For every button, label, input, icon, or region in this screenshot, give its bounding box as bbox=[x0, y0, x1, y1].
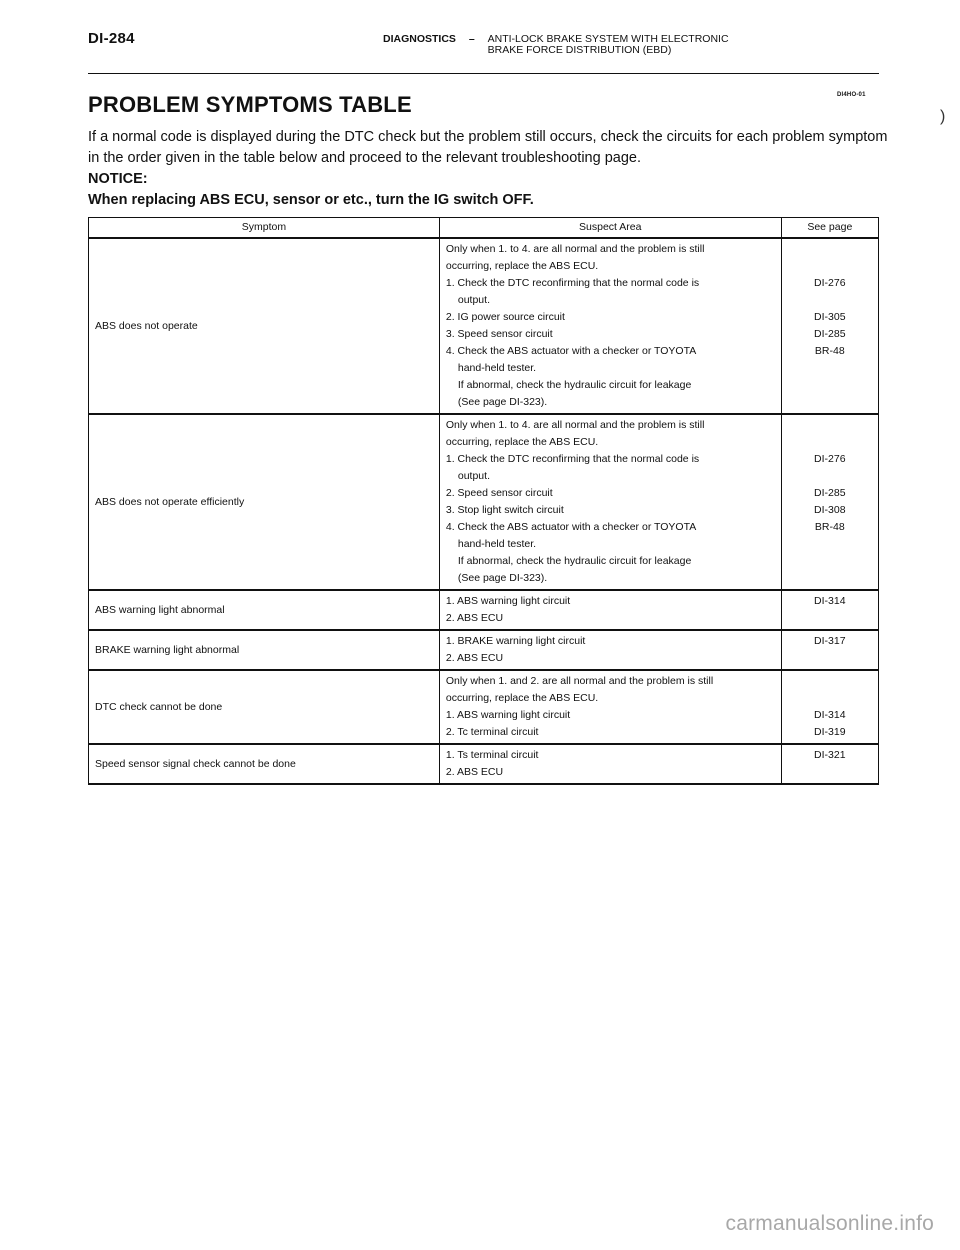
notice-label: NOTICE: bbox=[88, 171, 148, 187]
suspect-area-line: 3. Speed sensor circuit bbox=[445, 328, 553, 340]
suspect-area-line: occurring, replace the ABS ECU. bbox=[445, 436, 599, 448]
header-title bbox=[488, 34, 729, 56]
suspect-area-line: output. bbox=[457, 294, 490, 306]
see-page-reference: DI-321 bbox=[814, 749, 846, 761]
suspect-area-line: hand-held tester. bbox=[457, 362, 537, 374]
see-page-reference: DI-317 bbox=[814, 635, 846, 647]
suspect-area-line: 1. Ts terminal circuit bbox=[445, 749, 539, 761]
suspect-area-line: If abnormal, check the hydraulic circuit for leakage bbox=[457, 379, 692, 391]
see-page-reference: DI-314 bbox=[814, 709, 846, 721]
see-page-cell bbox=[781, 744, 878, 784]
notice-text: When replacing ABS ECU, sensor or etc., turn the IG switch OFF. bbox=[88, 192, 534, 208]
see-page-reference: BR-48 bbox=[814, 345, 845, 357]
suspect-area-line: 2. ABS ECU bbox=[445, 652, 504, 664]
symptom-cell: ABS does not operate bbox=[89, 238, 440, 414]
intro-paragraph: If a normal code is displayed during the DTC check but the problem still occurs, check the circuits for each problem symptom in the order given in the table below and proceed to the relevant troubleshooting page. bbox=[88, 129, 888, 166]
header-rule bbox=[88, 73, 879, 74]
table-body bbox=[89, 238, 879, 784]
margin-mark: ) bbox=[940, 108, 946, 125]
table-row bbox=[89, 670, 879, 744]
header-title-line-1: ANTI-LOCK BRAKE SYSTEM WITH ELECTRONIC bbox=[487, 33, 729, 45]
suspect-area-line: 2. Tc terminal circuit bbox=[445, 726, 539, 738]
problem-symptoms-table bbox=[88, 217, 879, 785]
see-page-cell bbox=[781, 630, 878, 670]
see-page-reference: DI-319 bbox=[814, 726, 846, 738]
suspect-area-cell bbox=[439, 670, 781, 744]
section-name: DIAGNOSTICS bbox=[383, 33, 456, 45]
symptom-cell: DTC check cannot be done bbox=[89, 670, 440, 744]
suspect-area-line: 1. Check the DTC reconfirming that the normal code is bbox=[445, 277, 700, 289]
suspect-area-line: Only when 1. to 4. are all normal and the problem is still bbox=[445, 243, 705, 255]
symptom-cell: ABS does not operate efficiently bbox=[89, 414, 440, 590]
suspect-area-line: If abnormal, check the hydraulic circuit for leakage bbox=[457, 555, 692, 567]
symptom-cell: BRAKE warning light abnormal bbox=[89, 630, 440, 670]
suspect-area-line: 2. ABS ECU bbox=[445, 612, 504, 624]
suspect-area-line: 4. Check the ABS actuator with a checker or TOYOTA bbox=[445, 521, 697, 533]
see-page-reference: DI-308 bbox=[814, 504, 846, 516]
suspect-area-line: Only when 1. and 2. are all normal and the problem is still bbox=[445, 675, 714, 687]
see-page-reference: BR-48 bbox=[814, 521, 845, 533]
header-separator: – bbox=[468, 33, 475, 45]
header-suspect-area: Suspect Area bbox=[439, 218, 781, 239]
see-page-reference: DI-314 bbox=[814, 595, 846, 607]
see-page-cell bbox=[781, 414, 878, 590]
suspect-area-cell bbox=[439, 414, 781, 590]
suspect-area-line: 1. ABS warning light circuit bbox=[445, 709, 571, 721]
suspect-area-line: 2. IG power source circuit bbox=[445, 311, 565, 323]
suspect-area-line: 2. Speed sensor circuit bbox=[445, 487, 553, 499]
suspect-area-line: 3. Stop light switch circuit bbox=[445, 504, 564, 516]
intro-block bbox=[88, 127, 888, 211]
symptom-cell: ABS warning light abnormal bbox=[89, 590, 440, 630]
suspect-area-line: occurring, replace the ABS ECU. bbox=[445, 692, 599, 704]
table-header-row bbox=[89, 218, 879, 239]
see-page-reference: DI-285 bbox=[814, 328, 846, 340]
table-row bbox=[89, 238, 879, 414]
suspect-area-line: (See page DI-323). bbox=[457, 572, 548, 584]
header-title-line-2: BRAKE FORCE DISTRIBUTION (EBD) bbox=[487, 44, 672, 56]
see-page-cell bbox=[781, 590, 878, 630]
table-row bbox=[89, 590, 879, 630]
running-header bbox=[383, 34, 729, 56]
suspect-area-line: occurring, replace the ABS ECU. bbox=[445, 260, 599, 272]
watermark: carmanualsonline.info bbox=[725, 1212, 934, 1235]
suspect-area-line: 2. ABS ECU bbox=[445, 766, 504, 778]
suspect-area-cell bbox=[439, 744, 781, 784]
suspect-area-line: (See page DI-323). bbox=[457, 396, 548, 408]
table-row bbox=[89, 744, 879, 784]
suspect-area-line: 4. Check the ABS actuator with a checker or TOYOTA bbox=[445, 345, 697, 357]
suspect-area-line: 1. Check the DTC reconfirming that the normal code is bbox=[445, 453, 700, 465]
see-page-cell bbox=[781, 238, 878, 414]
page-number: DI-284 bbox=[88, 30, 135, 47]
suspect-area-line: 1. ABS warning light circuit bbox=[445, 595, 571, 607]
see-page-reference: DI-285 bbox=[814, 487, 846, 499]
suspect-area-cell bbox=[439, 590, 781, 630]
suspect-area-cell bbox=[439, 630, 781, 670]
suspect-area-line: 1. BRAKE warning light circuit bbox=[445, 635, 586, 647]
suspect-area-cell bbox=[439, 238, 781, 414]
suspect-area-line: output. bbox=[457, 470, 490, 482]
page-title: PROBLEM SYMPTOMS TABLE bbox=[88, 92, 412, 117]
see-page-reference: DI-276 bbox=[814, 453, 846, 465]
document-code: DI4HO-01 bbox=[837, 92, 866, 98]
see-page-reference: DI-305 bbox=[814, 311, 846, 323]
table-row bbox=[89, 414, 879, 590]
see-page-cell bbox=[781, 670, 878, 744]
header-see-page: See page bbox=[781, 218, 878, 239]
suspect-area-line: hand-held tester. bbox=[457, 538, 537, 550]
see-page-reference: DI-276 bbox=[814, 277, 846, 289]
symptom-cell: Speed sensor signal check cannot be done bbox=[89, 744, 440, 784]
table-row bbox=[89, 630, 879, 670]
suspect-area-line: Only when 1. to 4. are all normal and the problem is still bbox=[445, 419, 705, 431]
header-symptom: Symptom bbox=[89, 218, 440, 239]
